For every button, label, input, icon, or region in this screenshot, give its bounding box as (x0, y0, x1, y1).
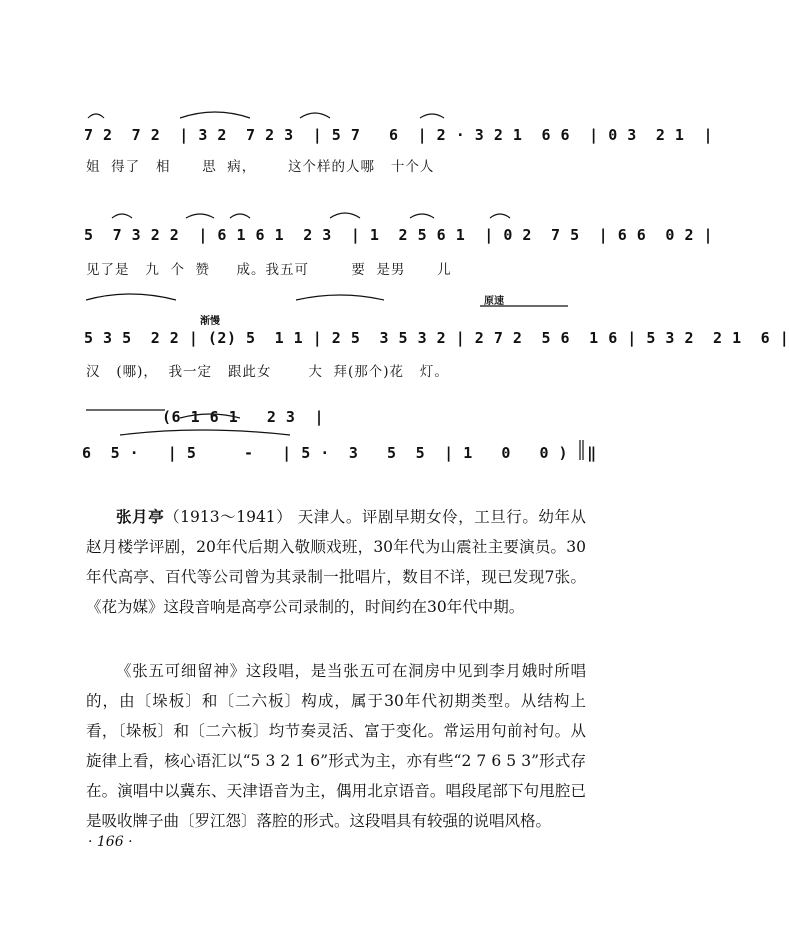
tempo-mark-original: 原速 (484, 296, 504, 307)
lyrics-line-2: 见了是 九 个 赞 成。我五可 要 是男 儿 (86, 262, 452, 278)
page-number: · 166 · (88, 834, 133, 850)
lyrics-line-1: 姐 得了 相 思 病， 这个样的人哪 十个人 (86, 159, 435, 175)
biography-text: 天津人。评剧早期女伶，工旦行。幼年从赵月楼学评剧，20年代后期入敬顺戏班，30年代为山震社主要演员。30年代高亭、百代等公司曾为其录制一批唱片，数目不详，现已发现7张。《花为媒》这段音响是高亭公司录制的，时间约在30年代中期。 (86, 508, 586, 616)
score-line-2: 5 7 3 2 2 | 6 1 6 1 2 3 | 1 2 5 6 1 | 0 2 7 5 | 6 6 0 2 | (84, 226, 714, 244)
score-line-4: 6 5 · | 5 - | 5 · 3 5 5 | 1 0 0 ) ‖ (82, 444, 597, 462)
performer-name: 张月亭 (116, 508, 165, 526)
tempo-mark-slowing: 渐慢 (200, 316, 220, 327)
score-line-4-upper: (6 1 6 1 2 3 | (162, 408, 325, 426)
performer-dates: （1913～1941） (164, 508, 293, 526)
score-line-1: 7 2 7 2 | 3 2 7 2 3 | 5 7 6 | 2 · 3 2 1 6 6 | 0 3 2 1 | (84, 126, 714, 144)
paragraph-analysis: 《张五可细留神》这段唱，是当张五可在洞房中见到李月娥时所唱的，由〔垛板〕和〔二六板〕构成，属于30年代初期类型。从结构上看，〔垛板〕和〔二六板〕均节奏灵活、富于变化。常运用句前衬句。从旋律上看，核心语汇以“5 3 2 1 6”形式为主，亦有些“2 7 6 5 3”形式存在。演唱中以冀东、天津语音为主，偶用北京语音。唱段尾部下句甩腔已是吸收牌子曲〔罗江怨〕落腔的形式。这段唱具有较强的说唱风格。 (86, 662, 586, 830)
lyrics-line-3: 汉 (哪)， 我一定 跟此女 大 拜(那个)花 灯。 (86, 364, 449, 380)
score-line-3: 5 3 5 2 2 | (2) 5 1 1 | 2 5 3 5 3 2 | 2 7 2 5 6 1 6 | 5 3 2 2 1 6 | (84, 329, 789, 347)
paragraph-biography (86, 502, 586, 622)
